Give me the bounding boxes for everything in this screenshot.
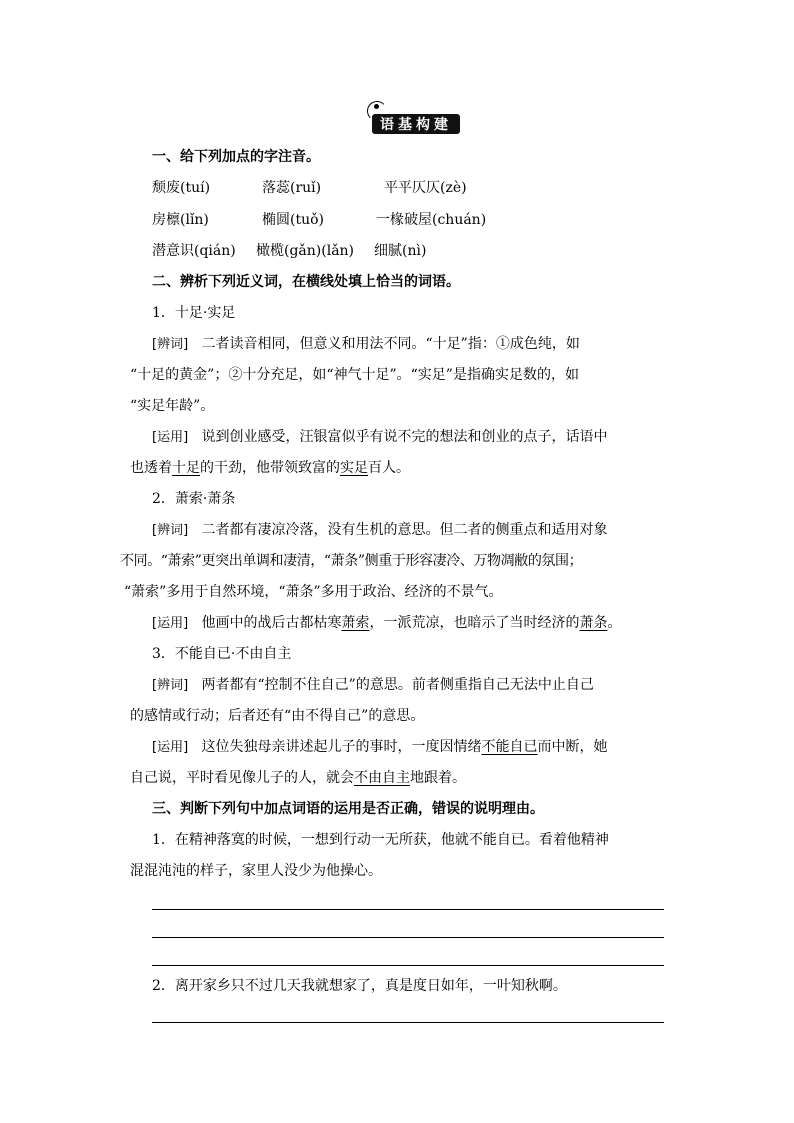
- usage-text: 自己说，平时看见像儿子的人，就会: [130, 770, 354, 786]
- item3-usage-l2: [130, 768, 466, 788]
- analysis-tag: [辨词]: [152, 523, 189, 538]
- pinyin-item: 房檩(lǐn): [152, 212, 209, 228]
- section-badge: [362, 101, 462, 135]
- pinyin-item: 细腻(nì): [374, 243, 427, 259]
- pinyin-row-3: [152, 241, 426, 261]
- usage-answer: 萧索: [341, 615, 370, 631]
- pinyin-row-2: [152, 210, 486, 230]
- item3-usage: [152, 737, 608, 758]
- usage-tag: [运用]: [152, 616, 189, 631]
- pinyin-item: 落蕊(ruǐ): [262, 180, 322, 196]
- usage-text: 他画中的战后古都枯寒: [201, 615, 342, 631]
- pinyin-item: 椭圆(tuǒ): [262, 212, 324, 228]
- pinyin-item: 潜意识(qián): [152, 243, 236, 259]
- analysis-tag: [辨词]: [152, 678, 189, 693]
- item3-title: 3．不能自已·不由自主: [152, 646, 292, 662]
- usage-text: 。: [607, 615, 622, 631]
- pinyin-item: 颓废(tuí): [152, 180, 211, 196]
- usage-text: 而中断，她: [537, 739, 608, 755]
- answer-line[interactable]: [152, 909, 664, 910]
- answer-line[interactable]: [152, 1022, 664, 1023]
- badge-text: 语基构建: [380, 117, 452, 133]
- pinyin-item: 平平仄仄(zè): [384, 180, 467, 196]
- usage-text: ，一派荒凉，也暗示了当时经济的: [369, 615, 580, 631]
- item2-analysis-l3: “萧索”多用于自然环境，“萧条”多用于政治、经济的不景气。: [124, 584, 503, 600]
- analysis-text: 二者都有凄凉冷落，没有生机的意思。但二者的侧重点和适用对象: [201, 522, 608, 538]
- item2-title: 2．萧索·萧条: [152, 491, 236, 507]
- question-1-line2: 混混沌沌的样子，家里人没少为他操心。: [130, 863, 382, 879]
- pinyin-row-1: [152, 178, 467, 198]
- answer-line[interactable]: [152, 965, 664, 966]
- usage-text: 的干劲，他带领致富的: [200, 460, 340, 476]
- usage-answer: 十足: [172, 460, 200, 476]
- item1-analysis-l2: “十足的黄金”；②十分充足，如“神气十足”。“实足”是指确实足数的，如: [130, 367, 579, 383]
- usage-tag: [运用]: [152, 430, 189, 445]
- usage-answer: 不由自主: [354, 770, 410, 786]
- item3-analysis-l2: 的感情或行动；后者还有“由不得自己”的意思。: [130, 708, 425, 724]
- pinyin-item: 橄榄(gǎn)(lǎn): [256, 243, 355, 259]
- item2-analysis-l2: 不同。“萧索”更突出单调和凄清，“萧条”侧重于形容凄冷、万物凋敝的氛围；: [120, 553, 583, 569]
- pinyin-item: 一椽破屋(chuán): [376, 212, 487, 228]
- usage-answer: 不能自已: [481, 739, 538, 755]
- section2-heading: 二、辨析下列近义词，在横线处填上恰当的词语。: [152, 274, 460, 290]
- badge-box: [372, 114, 460, 134]
- usage-tag: [运用]: [152, 740, 189, 755]
- badge-dot-decoration: [374, 104, 379, 109]
- item1-analysis: [152, 334, 580, 355]
- item1-usage: [152, 427, 608, 448]
- analysis-tag: [辨词]: [152, 337, 189, 352]
- usage-text: 也透着: [130, 460, 172, 476]
- analysis-text: 二者读音相同，但意义和用法不同。“十足”指：①成色纯，如: [201, 336, 580, 352]
- usage-text: 地跟着。: [410, 770, 466, 786]
- item2-usage: [152, 613, 622, 634]
- item2-analysis: [152, 520, 608, 541]
- usage-answer: 萧条: [579, 615, 608, 631]
- question-1-line1: 1．在精神落寞的时候，一想到行动一无所获，他就不能自已。看着他精神: [152, 832, 609, 848]
- item1-title: 1．十足·实足: [152, 305, 236, 321]
- usage-answer: 实足: [340, 460, 368, 476]
- usage-text: 这位失独母亲讲述起儿子的事时，一度因情绪: [201, 739, 482, 755]
- analysis-text: 两者都有“控制不住自己”的意思。前者侧重指自己无法中止自己: [201, 677, 594, 693]
- answer-line[interactable]: [152, 937, 664, 938]
- section3-heading: 三、判断下列句中加点词语的运用是否正确，错误的说明理由。: [152, 801, 544, 817]
- usage-text: 百人。: [368, 460, 410, 476]
- question-2: 2．离开家乡只不过几天我就想家了，真是度日如年，一叶知秋啊。: [152, 978, 567, 994]
- section1-heading: 一、给下列加点的字注音。: [152, 149, 320, 165]
- item3-analysis: [152, 675, 594, 696]
- item1-analysis-l3: “实足年龄”。: [130, 398, 215, 414]
- usage-text: 说到创业感受，汪银富似乎有说不完的想法和创业的点子，话语中: [201, 429, 608, 445]
- item1-usage-l2: [130, 458, 410, 478]
